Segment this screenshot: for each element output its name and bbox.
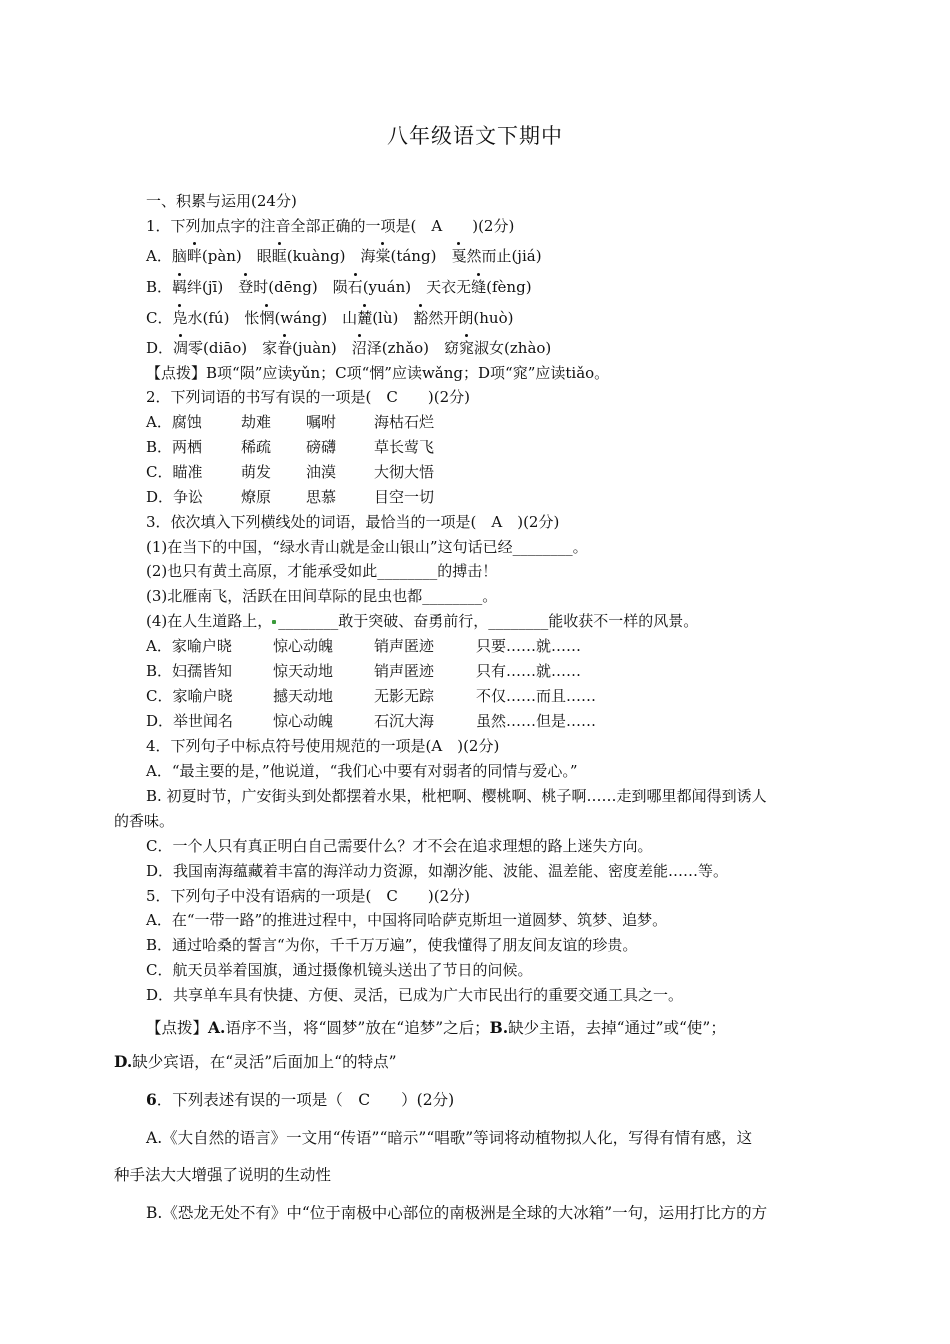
q3-sentence-1: (1)在当下的中国，“绿水青山就是金山银山”这句话已经________。 (146, 538, 588, 556)
q4-option-a: A．“最主要的是，”他说道，“我们心中要有对弱者的同情与爱心。” (146, 762, 578, 780)
section-heading: 一、积累与运用(24分) (146, 192, 297, 210)
q3-sentence-2: (2)也只有黄土高原，才能承受如此________的搏击！ (146, 562, 498, 580)
q1-option-d: D．凋零(diāo) 家眷(juàn) 沼泽(zhǎo) 窈窕淑女(zhào) (146, 339, 552, 357)
q3-option-d: D．举世闻名 惊心动魄 石沉大海 虽然……但是…… (146, 712, 597, 730)
q4-option-b-cont: 的香味。 (114, 812, 175, 830)
q6-option-b: B.《恐龙无处不有》中“位于南极中心部位的南极洲是全球的大冰箱”一句，运用打比方的方 (146, 1204, 768, 1222)
q6-option-a-cont: 种手法大大增强了说明的生动性 (114, 1166, 332, 1184)
q1-option-c: C．凫水(fú) 怅惘(wáng) 山麓(lù) 豁然开朗(huò) (146, 309, 514, 327)
q4-option-c: C．一个人只有真正明白自己需要什么？才不会在追求理想的路上迷失方向。 (146, 837, 653, 855)
q5-option-a: A．在“一带一路”的推进过程中，中国将同哈萨克斯坦一道圆梦、筑梦、追梦。 (146, 911, 668, 929)
q1-option-b: B．羁绊(jī) 登时(dēng) 陨石(yuán) 天衣无缝(fèng) (146, 278, 532, 296)
q2-option-b: B．两栖 稀疏 磅礴 草长莺飞 (146, 438, 435, 456)
q3-option-b: B．妇孺皆知 惊天动地 销声匿迹 只有……就…… (146, 662, 582, 680)
q3-stem: 3．依次填入下列横线处的词语，最恰当的一项是( A )(2分) (146, 513, 560, 531)
page-title: 八年级语文下期中 (387, 124, 563, 148)
q5-note: 【点拨】A.语序不当，将“圆梦”放在“追梦”之后；B.缺少主语，去掉“通过”或“使”； (146, 1018, 726, 1037)
q2-option-c: C．瞄准 萌发 油漠 大彻大悟 (146, 463, 435, 481)
q5-stem: 5．下列句子中没有语病的一项是( C )(2分) (146, 887, 470, 905)
q4-option-b: B. 初夏时节，广安街头到处都摆着水果，枇杷啊、樱桃啊、桃子啊……走到哪里都闻得到诱人 (146, 787, 767, 805)
q5-note-cont: D.缺少宾语，在“灵活”后面加上“的特点” (114, 1052, 397, 1071)
q5-option-d: D．共享单车具有快捷、方便、灵活，已成为广大市民出行的重要交通工具之一。 (146, 986, 684, 1004)
q2-option-a: A．腐蚀 劫难 嘱咐 海枯石烂 (146, 413, 435, 431)
q4-stem: 4．下列句子中标点符号使用规范的一项是(A )(2分) (146, 737, 500, 755)
q2-option-d: D．争讼 燎原 思慕 目空一切 (146, 488, 435, 506)
q6-stem: 6．下列表述有误的一项是（ C ）(2分) (146, 1090, 455, 1109)
q3-option-c: C．家喻户晓 撼天动地 无影无踪 不仅……而且…… (146, 687, 597, 705)
q3-sentence-4: (4)在人生道路上， ________敢于突破、奋勇前行，________能收获不一样的风景。 (146, 612, 699, 630)
q4-option-d: D．我国南海蕴藏着丰富的海洋动力资源，如潮汐能、波能、温差能、密度差能……等。 (146, 862, 729, 880)
q5-option-c: C．航天员举着国旗，通过摄像机镜头送出了节日的问候。 (146, 961, 533, 979)
q2-stem: 2．下列词语的书写有误的一项是( C )(2分) (146, 388, 470, 406)
green-mark-icon (272, 620, 276, 624)
q1-stem: 1．下列加点字的注音全部正确的一项是( A )(2分) (146, 217, 515, 235)
q1-note: 【点拨】B项“陨”应读yǔn；C项“惘”应读wǎng；D项“窕”应读tiǎo。 (146, 364, 610, 382)
q6-option-a: A.《大自然的语言》一文用“传语”“暗示”“唱歌”等词将动植物拟人化，写得有情有感，这 (146, 1129, 753, 1147)
q1-option-a: A．脑畔(pàn) 眼眶(kuàng) 海棠(táng) 戛然而止(jiá) (146, 247, 542, 265)
q5-option-b: B．通过哈桑的誓言“为你，千千万万遍”，使我懂得了朋友间友谊的珍贵。 (146, 936, 638, 954)
q3-sentence-3: (3)北雁南飞，活跃在田间草际的昆虫也都________。 (146, 587, 498, 605)
q3-option-a: A．家喻户晓 惊心动魄 销声匿迹 只要……就…… (146, 637, 582, 655)
